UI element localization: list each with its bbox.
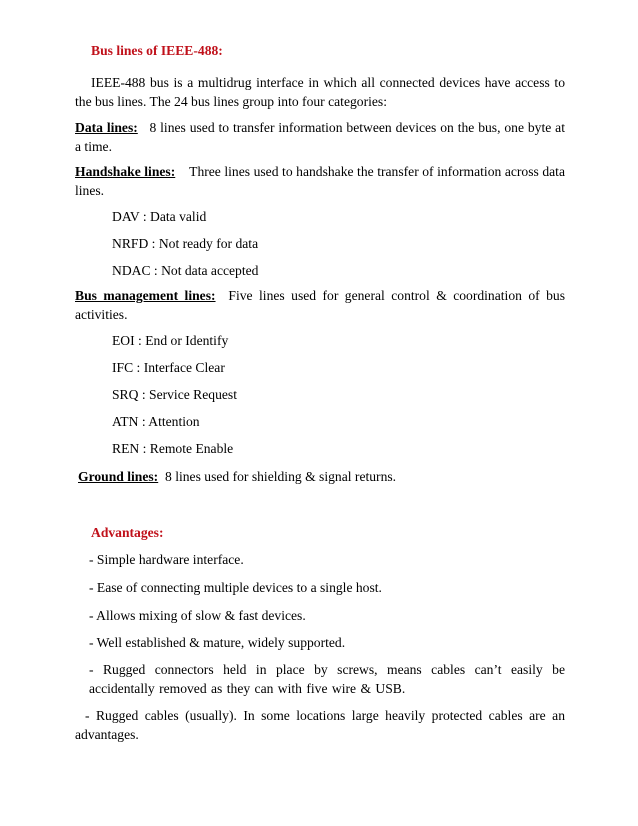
list-item: DAV : Data valid <box>112 209 207 224</box>
ground-lines-paragraph <box>78 467 396 486</box>
list-item: NDAC : Not data accepted <box>112 263 259 278</box>
advantage-item: - Rugged connectors held in place by screws, means cables can’t easily be accidentally removed as they can with five wire & USB. <box>89 662 565 696</box>
advantage-item: - Simple hardware interface. <box>89 552 244 567</box>
data-lines-paragraph <box>75 118 565 156</box>
data-lines-text: 8 lines used to transfer information between devices on the bus, one byte at a time. <box>75 120 565 154</box>
bus-management-text: Five lines used for general control & coordination of bus activities. <box>75 288 566 322</box>
ground-lines-text: 8 lines used for shielding & signal returns. <box>165 469 397 484</box>
handshake-lines-text: Three lines used to handshake the transfer of information across data lines. <box>75 164 565 198</box>
handshake-lines-label: Handshake lines: <box>75 164 176 179</box>
list-item: IFC : Interface Clear <box>112 360 225 375</box>
advantage-item: - Well established & mature, widely supported. <box>89 635 346 650</box>
list-item: SRQ : Service Request <box>112 387 237 402</box>
list-item: ATN : Attention <box>112 414 200 429</box>
bus-management-label: Bus management lines: <box>75 288 216 303</box>
page-heading: Bus lines of IEEE-488: <box>91 43 223 58</box>
bus-management-paragraph <box>75 286 565 324</box>
list-item: NRFD : Not ready for data <box>112 236 259 251</box>
data-lines-label: Data lines: <box>75 120 138 135</box>
advantages-heading: Advantages: <box>91 525 164 540</box>
advantage-item: - Ease of connecting multiple devices to a single host. <box>89 580 382 595</box>
handshake-lines-paragraph <box>75 162 565 200</box>
intro-paragraph: IEEE-488 bus is a multidrug interface in which all connected devices have access to the bus lines. The 24 bus lines group into four categories: <box>75 75 565 109</box>
ground-lines-label: Ground lines: <box>78 469 159 484</box>
list-item: REN : Remote Enable <box>112 441 234 456</box>
advantage-item: - Rugged cables (usually). In some locations large heavily protected cables are an advantages. <box>75 708 565 742</box>
advantage-item: - Allows mixing of slow & fast devices. <box>89 608 306 623</box>
list-item: EOI : End or Identify <box>112 333 229 348</box>
